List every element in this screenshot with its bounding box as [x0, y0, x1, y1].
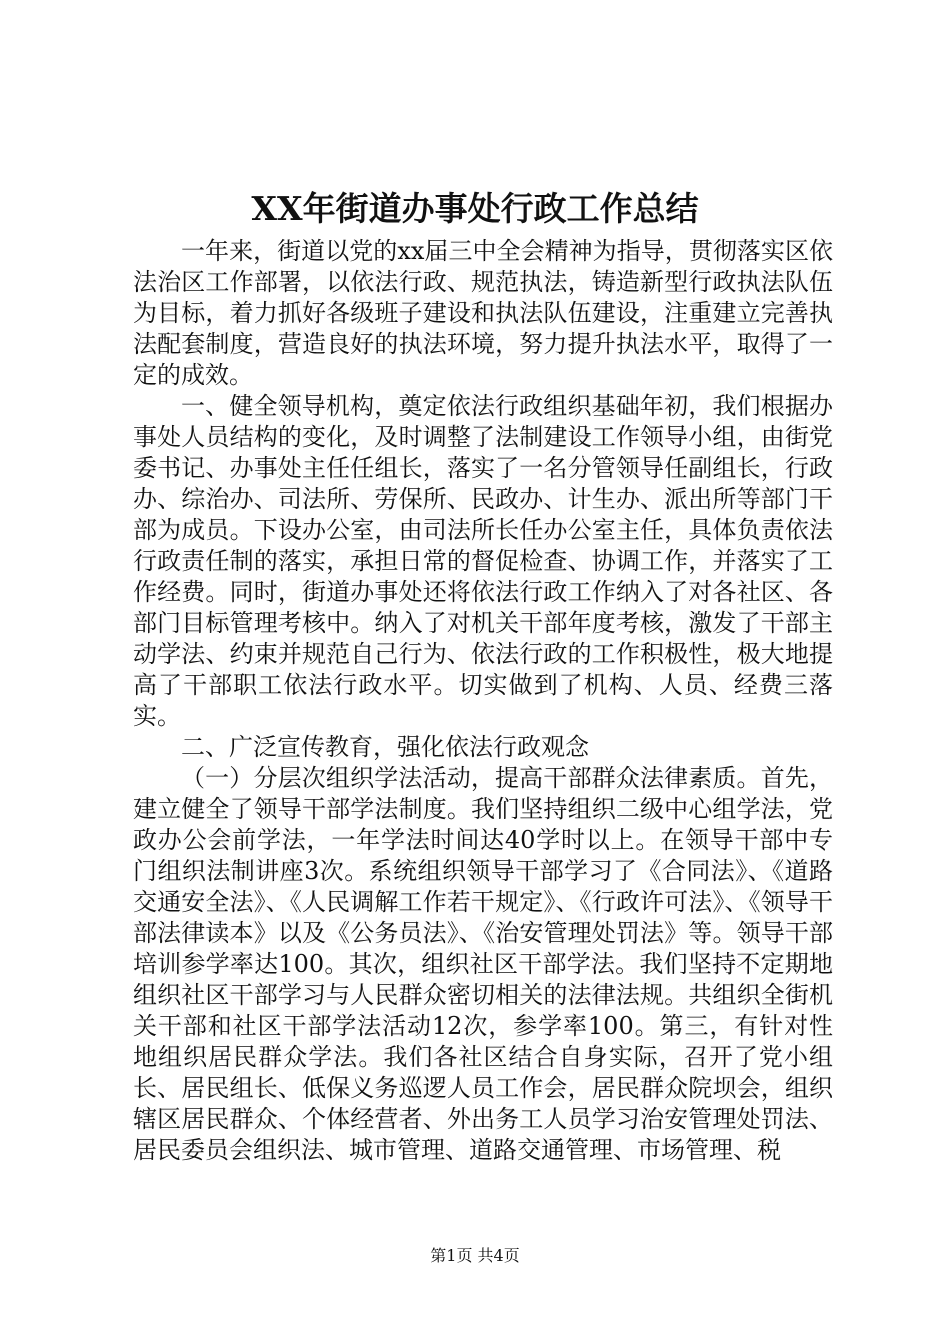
document-title: XX年街道办事处行政工作总结: [251, 189, 699, 228]
paragraph-subsection-one: （一）分层次组织学法活动，提高干部群众法律素质。首先，建立健全了领导干部学法制度。我们坚持组织二级中心组学法，党政办公会前学法，一年学法时间达40学时以上。在领导干部中专门组织法制讲座3次。系统组织领导干部学习了《合同法》、《道路交通安全法》、《人民调解工作若干规定》、《行政许可法》、《领导干部法律读本》以及《公务员法》、《治安管理处罚法》等。领导干部培训参学率达100。其次，组织社区干部学法。我们坚持不定期地组织社区干部学习与人民群众密切相关的法律法规。共组织全街机关干部和社区干部学法活动12次，参学率100。第三，有针对性地组织居民群众学法。我们各社区结合自身实际，召开了党小组长、居民组长、低保义务巡逻人员工作会，居民群众院坝会，组织辖区居民群众、个体经营者、外出务工人员学习治安管理处罚法、居民委员会组织法、城市管理、道路交通管理、市场管理、税: [133, 764, 833, 1164]
paragraph-intro: 一年来，街道以党的xx届三中全会精神为指导，贯彻落实区依法治区工作部署，以依法行政、规范执法，铸造新型行政执法队伍为目标，着力抓好各级班子建设和执法队伍建设，注重建立完善执法配套制度，营造良好的执法环境，努力提升执法水平，取得了一定的成效。: [133, 237, 833, 389]
paragraph-section-two-heading: 二、广泛宣传教育，强化依法行政观念: [181, 733, 589, 761]
document-body: [133, 236, 833, 1166]
paragraph-section-one: 一、健全领导机构，奠定依法行政组织基础年初，我们根据办事处人员结构的变化，及时调整了法制建设工作领导小组，由街党委书记、办事处主任任组长，落实了一名分管领导任副组长，行政办、综治办、司法所、劳保所、民政办、计生办、派出所等部门干部为成员。下设办公室，由司法所长任办公室主任，具体负责依法行政责任制的落实，承担日常的督促检查、协调工作，并落实了工作经费。同时，街道办事处还将依法行政工作纳入了对各社区、各部门目标管理考核中。纳入了对机关干部年度考核，激发了干部主动学法、约束并规范自己行为、依法行政的工作积极性，极大地提高了干部职工依法行政水平。切实做到了机构、人员、经费三落实。: [133, 392, 833, 730]
page-footer: 第1页 共4页: [430, 1246, 520, 1265]
